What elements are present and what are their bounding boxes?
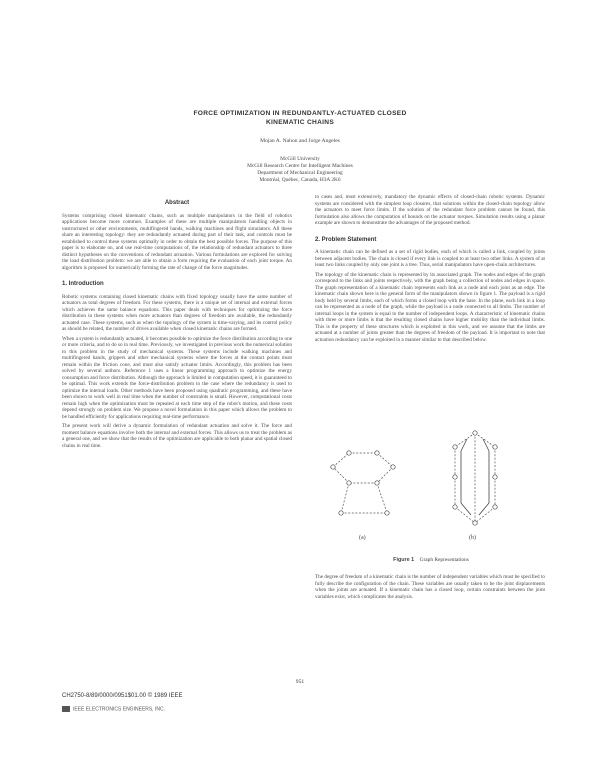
graph-node <box>347 481 351 485</box>
abstract-text: Systems comprising closed kinematic chains, such as multiple manipulators in the field of robotics applications become more common. Examples of these are multiple manipulators handling objects in unstructured or other environments, multifingered hands, walking machines and flight simulators. All these share an interesting topology: they are redundantly actuated during part of their task, and controls must be established to control these systems optimally in order to obtain the best possible forces. The purpose of this paper is to elaborate on, and use real-time computations of, the relationship of redundant actuators to three distinct hypotheses on the conventions of redundant actuation. Various formulations are explored for solving the load distribution problem: we are able to obtain a form requiring the evaluation of each joint torque. An algorithm is proposed for numerically forming the rate of change of the force magnitudes. <box>62 212 292 271</box>
graph-a <box>333 453 393 513</box>
copyright-line: CH2750-8/89/0000/0951$01.00 © 1989 IEEE <box>62 693 183 699</box>
graph-node <box>391 465 395 469</box>
right-bottom-text <box>315 574 545 603</box>
intro-paragraph: The present work will derive a dynamic formulation of redundant actuation and solve it. The force and moment balance equations involve both the internal and external forces. This allows us to treat the problem as a general one, and we show that the results of the optimization are applicable to both planar and spatial closed chains in real time. <box>62 423 292 449</box>
title-line-2: KINEMATIC CHAINS <box>265 118 335 126</box>
bottom-paragraph: The degree of freedom of a kinematic chain is the number of independent variables which must be specified to fully describe the configuration of the chain. These variables are usually taken to be the joint displacements when the joints are actuated. If a kinematic chain has a closed loop, certain constraints between the joint variables exist, which complicates the analysis. <box>315 574 545 600</box>
graph-node <box>493 475 497 479</box>
graph-figure <box>315 425 547 545</box>
figure-label-a: (a) <box>359 535 366 541</box>
title-line-1: FORCE OPTIMIZATION IN REDUNDANTLY-ACTUATED CLOSED <box>193 110 407 117</box>
graph-node <box>473 431 477 435</box>
problem-paragraph: A kinematic chain can be defined as a set of rigid bodies, each of which is called a link, coupled by joints between adjacent bodies. The chain is closed if every link is coupled to at least two other links. A system of at least two links coupled by only one joint is a tree. Thus, serial manipulators have open-chain architectures. <box>315 249 545 268</box>
affiliation-line: Department of Mechanical Engineering <box>257 170 343 176</box>
figure-label-b: (b) <box>469 535 476 541</box>
intro-paragraph: When a system is redundantly actuated, it becomes possible to optimize the force distribution according to one or more criteria, and to do so in real time. Previously, we investigated in previous work the numerical solution to this problem in the study of mechanical systems. These systems include walking machines and multifingered hands, grippers and other mechanical systems where the forces at the contact points must remain within the friction cone, and must also satisfy actuator limits. Accordingly, this problem has been solved by several authors. Reference 1 uses a linear programming approach to optimize the energy consumption and force distribution. Although the approach is limited in computation speed, it is guaranteed to be optimal. This work extends the force-distribution problem to the case where the redundancy is used to optimize the internal loads. Other methods have been proposed using quadratic programming, and these have been shown to work well in real time when the number of constraints is small. However, computational costs remain high when the optimization must be repeated at each time step of the robot's motion, and these costs depend strongly on problem size. We propose a novel formulation in this paper which allows the problem to be handled efficiently for applications requiring real-time performance. <box>62 335 292 420</box>
graph-node <box>453 475 457 479</box>
graph-node <box>453 505 457 509</box>
publisher-line <box>62 706 462 712</box>
graph-node <box>375 481 379 485</box>
graph-node <box>385 511 389 515</box>
paper-authors: Mojan A. Nahon and Jorge Angeles <box>260 138 340 144</box>
figure-caption <box>315 557 547 563</box>
affiliation-line: McGill Research Centre for Intelligent Machines <box>247 163 353 169</box>
affiliation-line: Montréal, Québec, Canada, H3A 2K6 <box>259 177 341 183</box>
problem-heading: 2. Problem Statement <box>315 236 377 243</box>
affiliation-line: McGill University <box>280 156 320 162</box>
right-column <box>315 194 545 346</box>
ieee-logo <box>62 706 70 712</box>
caption-text: Graph Representations <box>419 557 469 563</box>
paper-title <box>150 110 450 127</box>
intro-heading: 1. Introduction <box>62 281 104 287</box>
publisher-text: IEEE ELECTRONICS ENGINEERS, INC. <box>73 706 165 713</box>
paper-affiliation <box>150 156 450 184</box>
graph-node <box>375 451 379 455</box>
graph-node <box>331 465 335 469</box>
graph-node <box>473 521 477 525</box>
graph-node <box>339 511 343 515</box>
graph-node <box>347 451 351 455</box>
abstract-heading: Abstract <box>164 200 190 206</box>
left-column <box>62 194 292 452</box>
graph-node <box>493 445 497 449</box>
graph-node <box>493 505 497 509</box>
caption-title: Figure 1 <box>393 557 415 563</box>
page-number: 951 <box>295 679 305 685</box>
right-top-text: to cases and, most extensively, mandatory the dynamic effects of closed-chain robotic systems. Dynamic systems are considered with the simplest loop closures, that solutions within the closed-chain topology allow the actuators to meet force limits. If the solution of the redundant force problem cannot be found, this formulation also allows the computation of bounds on the actuator torques. Simulation results using a planar example are shown to demonstrate the advantages of the proposed method. <box>315 194 545 226</box>
graph-node <box>453 445 457 449</box>
problem-paragraph: The topology of the kinematic chain is represented by its associated graph. The nodes and edges of the graph correspond to the links and joints respectively, with the graph being a collection of nodes and edges in space. The graph representation of a kinematic chain represents each link as a node and each joint as an edge. The kinematic chain shown here is the general form of the manipulators shown in figure 1. The payload is a rigid body held by several limbs, each of which forms a closed loop with the base. In the plane, each link in a loop can be represented as a node of the graph, while the payload is a node connected to all limbs. The number of internal loops in the system is equal to the number of independent loops. A characteristic of kinematic chains with three or more limbs is that the resulting closed chains have higher mobility than the individual limbs. This is the property of these structures which is exploited in this work, and we assume that the limbs are actuated at a number of joints greater than the degrees of freedom of the payload. It is important to note that actuation redundancy can be exploited in a manner similar to that described below. <box>315 271 545 343</box>
intro-paragraph: Robotic systems containing closed kinematic chains with fixed topology usually have the same number of actuators as total degrees of freedom. For these systems, there is a unique set of internal and external forces which achieves the same balance equations. This paper deals with techniques for optimizing the force distribution in these systems when more actuators than degrees of freedom are available, the redundantly actuated case. These systems, such as when the topology of the system is time-varying, and its control policy as should be related, the number of drives available when closed kinematic chains are formed. <box>62 293 292 332</box>
